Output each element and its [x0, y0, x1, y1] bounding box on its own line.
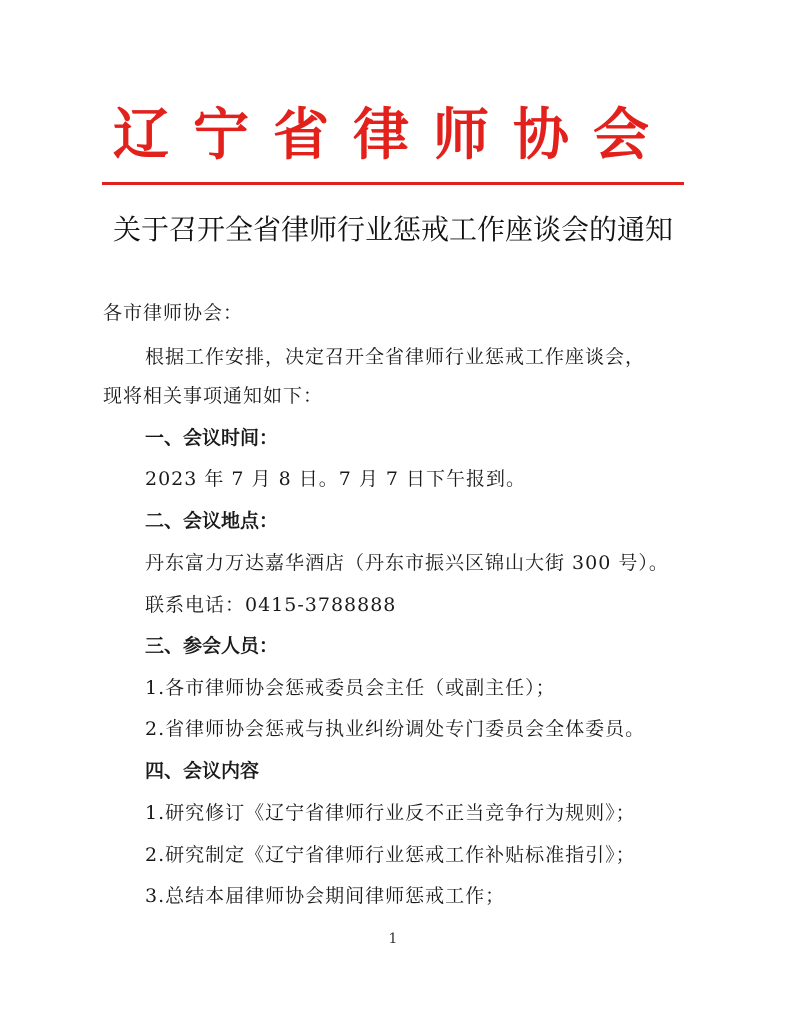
section-4-line-3: 3.总结本届律师协会期间律师惩戒工作；	[145, 885, 506, 907]
section-2-heading: 二、会议地点：	[145, 510, 279, 532]
document-title: 关于召开全省律师行业惩戒工作座谈会的通知	[112, 213, 673, 246]
section-4-line-1: 1.研究修订《辽宁省律师行业反不正当竞争行为规则》；	[145, 802, 636, 824]
salutation: 各市律师协会：	[103, 302, 244, 324]
section-4-heading: 四、会议内容	[145, 760, 260, 782]
section-3-line-1: 1.各市律师协会惩戒委员会主任（或副主任）；	[145, 677, 556, 699]
intro-line-2: 现将相关事项通知如下：	[103, 385, 324, 407]
page-number: 1	[388, 931, 398, 947]
section-2-line-1: 丹东富力万达嘉华酒店（丹东市振兴区锦山大街 300 号）。	[145, 552, 669, 574]
red-divider	[102, 182, 684, 185]
section-1-heading: 一、会议时间：	[145, 427, 279, 449]
organization-header: 辽宁省律师协会	[113, 102, 673, 168]
section-3-heading: 三、参会人员：	[145, 635, 279, 657]
section-3-line-2: 2.省律师协会惩戒与执业纠纷调处专门委员会全体委员。	[145, 718, 646, 740]
intro-line-1: 根据工作安排，决定召开全省律师行业惩戒工作座谈会，	[145, 346, 646, 368]
section-1-line-1: 2023 年 7 月 8 日。7 月 7 日下午报到。	[145, 468, 527, 490]
section-2-line-2: 联系电话：0415-3788888	[145, 594, 397, 616]
section-4-line-2: 2.研究制定《辽宁省律师行业惩戒工作补贴标准指引》；	[145, 844, 636, 866]
